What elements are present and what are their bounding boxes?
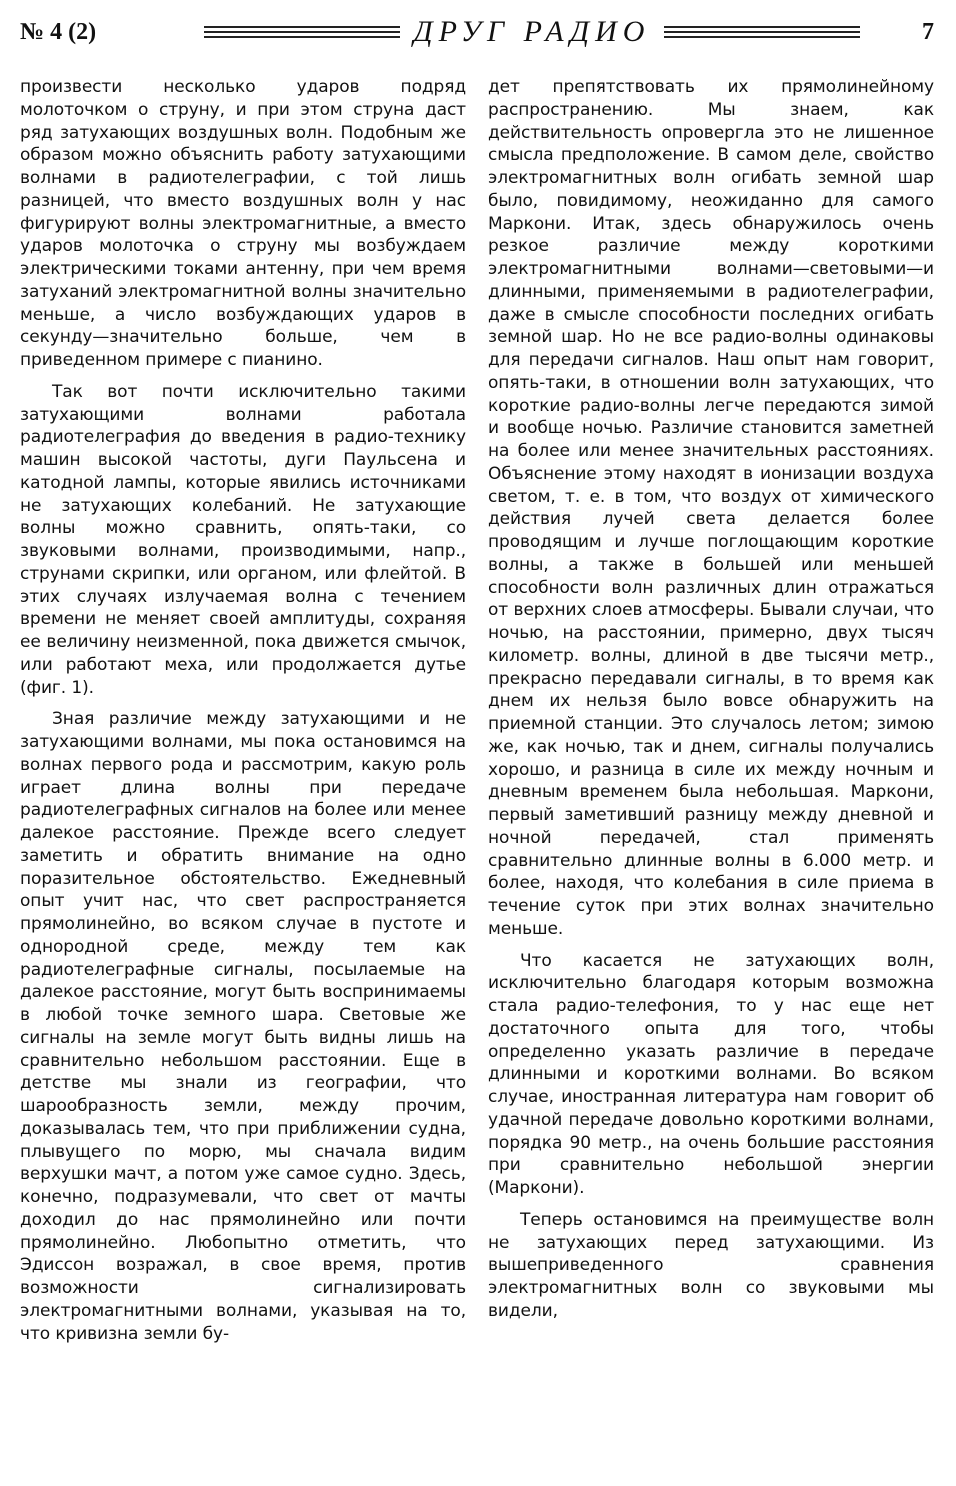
- right-paragraph-2: Что касается не затухающих волн, исключительно благодаря которым возможна стала радио-телефония, то у нас еще нет достаточного опыта для того, чтобы определенно указать различие в передаче длинными и короткими волнами. Во всяком случае, иностранная литература нам говорит об удачной передаче довольно короткими волнами, порядка 90 метр., на очень большие расстояния при сравнительно небольшой энергии (Маркони).: [488, 950, 934, 1198]
- page-header: [20, 14, 934, 50]
- right-paragraph-1: дет препятствовать их прямолинейному распространению. Мы знаем, как действительность опровергла это не лишенное смысла предположение. В самом деле, свойство электромагнитных волн огибать земной шар было, повидимому, неожиданно для самого Маркони. Итак, здесь обнаружилось очень резкое различие между короткими электромагнитными волнами—световыми—и длинными, применяемыми в радиотелеграфии, даже в смысле способности последних огибать земной шар. Но не все радио-волны одинаковы для передачи сигналов. Наш опыт нам говорит, опять-таки, в отношении волн затухающих, что короткие радио-волны легче передаются зимой и вообще ночью. Различие становится заметней на более или менее значительных расстояниях. Объяснение этому находят в ионизации воздуха светом, т. е. в том, что воздух от химического действия лучей света делается более проводящим и лучше поглощающим короткие волны, а также в большей или меньшей способности волн различных длин отражаться от верхних слоев атмосферы. Бывали случаи, что ночью, на расстоянии, примерно, двух тысяч километр. волны, длиной в две тысячи метр., прекрасно передавали сигналы, в то время как днем их нельзя было вовсе обнаружить на приемной станции. Это случалось летом; зимою же, как ночью, так и днем, сигналы получались хорошо, и разница в силе их между ночным и дневным временем была небольшая. Маркони, первый заметивший разницу между дневной и ночной передачей, стал применять сравнительно длинные волны в 6.000 метр. и более, находя, что колебания в силе приема в течение суток при этих волнах значительно меньше.: [488, 77, 934, 939]
- article-body: [20, 76, 934, 1345]
- issue-number: № 4 (2): [20, 18, 97, 45]
- right-column: [488, 76, 934, 1345]
- left-paragraph-1: произвести несколько ударов подряд молоточком о струну, и при этом струна даст ряд затухающих воздушных волн. Подобным же образом можно объяснить работу затухающими волнами в радиотелеграфии, с той лишь разницей, что вместо воздушных волн у нас фигурируют волны электромагнитные, а вместо ударов молоточка о струну мы возбуждаем электрическими токами антенну, при чем время затуханий электромагнитной волны значительно меньше, а число возбуждающих ударов в секунду—значительно больше, чем в приведенном примере с пианино.: [20, 77, 466, 370]
- page-number: 7: [922, 18, 934, 45]
- left-paragraph-2: Так вот почти исключительно такими затухающими волнами работала радиотелеграфия до введения в радио-технику машин высокой частоты, дуги Паульсена и катодной лампы, которые явились источниками не затухающих колебаний. Не затухающие волны можно сравнить, опять-таки, со звуковыми волнами, производимыми, напр., струнами скрипки, или органом, или флейтой. В этих случаях излучаемая волна с течением времени не меняет своей амплитуды, сохраняя ее величину неизменной, пока движется смычок, или работают меха, или продолжается дутье (фиг. 1).: [20, 381, 466, 698]
- magazine-title: ДРУГ РАДИО: [413, 15, 651, 48]
- right-paragraph-3: Теперь остановимся на преимуществе волн не затухающих перед затухающими. Из вышеприведенного сравнения электромагнитных волн со звуковыми мы видели,: [488, 1209, 934, 1321]
- header-rule-right: [664, 26, 860, 38]
- header-rule-left: [204, 26, 400, 38]
- left-paragraph-3: Зная различие между затухающими и не затухающими волнами, мы пока остановимся на волнах первого рода и рассмотрим, какую роль играет длина волны при передаче радиотелеграфных сигналов на более или менее далекое расстояние. Прежде всего следует заметить и обратить внимание на одно поразительное обстоятельство. Ежедневный опыт учит нас, что свет распространяется прямолинейно, во всяком случае в пустоте и однородной среде, между тем как радиотелеграфные сигналы, посылаемые на далекое расстояние, могут быть воспринимаемы в любой точке земного шара. Световые же сигналы на земле могут быть видны лишь на сравнительно небольшом расстоянии. Еще в детстве мы знали из географии, что шарообразность земли, между прочим, доказывалась тем, что при приближении судна, плывущего по морю, мы сначала видим верхушки мачт, а потом уже самое судно. Здесь, конечно, подразумевали, что свет от мачты доходил до нас прямолинейно или почти прямолинейно. Любопытно отметить, что Эдиссон возражал, в свое время, против возможности сигнализировать электромагнитными волнами, указывая на то, что кривизна земли бу-: [20, 709, 466, 1344]
- left-column: [20, 76, 466, 1345]
